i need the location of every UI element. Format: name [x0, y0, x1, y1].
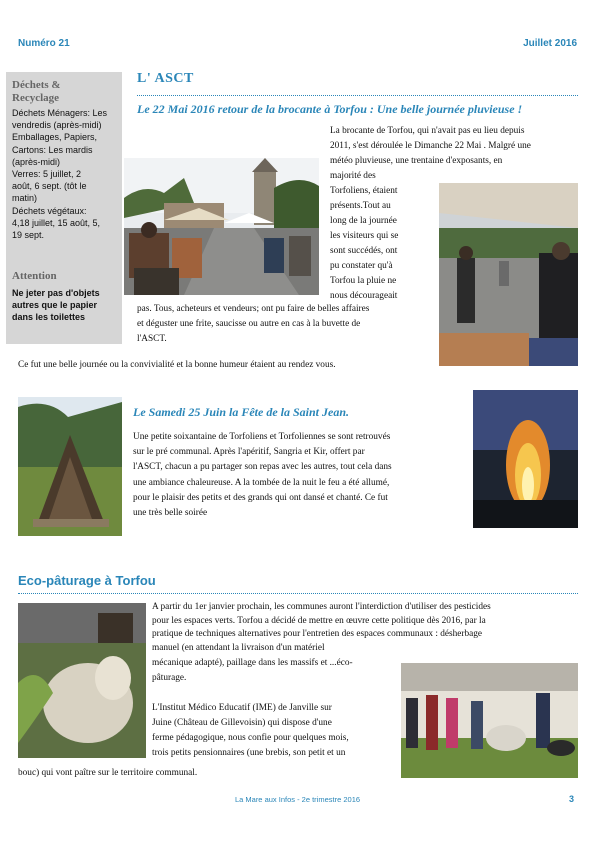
saint-jean-article [133, 430, 392, 521]
text-line: 2011, s'est déroulée le Dimanche 22 Mai . Malgré une [330, 141, 531, 151]
text-line: Déchets végétaux: [12, 205, 87, 216]
bonfire-night-photo [473, 390, 578, 528]
issue-number: Numéro 21 [18, 38, 70, 49]
text-line: l'ASCT, chacun a pu partager son repas avec les autres, tout cela dans [133, 462, 392, 473]
text-line: Une petite soixantaine de Torfoliens et Torfoliennes se sont retrouvés [133, 432, 391, 442]
eco-article-body [152, 641, 353, 761]
text-line: Cartons: Les mardis [12, 144, 93, 155]
sidebar-heading-line1: Déchets & [12, 79, 61, 91]
text-line: 4,18 juillet, 15 août, 5, [12, 217, 101, 228]
sidebar-attention-heading: Attention [12, 270, 57, 282]
eco-article-end: bouc) qui vont paître sur le territoire communal. [18, 768, 198, 778]
text-line: mécanique adapté), paillage dans les massifs et ...éco- [152, 658, 353, 668]
sheep-closeup-photo [18, 603, 146, 758]
footer-publication: La Mare aux Infos - 2e trimestre 2016 [234, 795, 361, 804]
brocante-subtitle: Le 22 Mai 2016 retour de la brocante à Torfou : Une belle journée pluvieuse ! [137, 102, 523, 116]
text-line: pu constater qu'à [330, 261, 393, 271]
sidebar-warning [12, 287, 100, 323]
text-line: (après-midi) [12, 156, 61, 167]
text-line: L'Institut Médico Educatif (IME) de Janville sur [152, 703, 332, 713]
recycling-sidebar [6, 72, 122, 344]
section-title-asct: L' ASCT [137, 71, 194, 86]
text-line: autres que le papier [12, 300, 98, 310]
text-line: sont succédés, ont [330, 246, 398, 256]
section-title-eco: Eco-pâturage à Torfou [18, 573, 156, 588]
page-number: 3 [569, 794, 575, 804]
text-line: l'ASCT. [137, 334, 167, 344]
section-divider [18, 593, 578, 594]
eco-article-intro [152, 601, 491, 642]
brocante-closing: Ce fut une belle journée ou la convivialité et la bonne humeur étaient au rendez vous. [18, 360, 336, 370]
sidebar-schedule [12, 107, 107, 241]
text-line: dans les toilettes [12, 312, 86, 322]
text-line: Emballages, Papiers, [12, 132, 98, 143]
text-line: Torfoliens, étaient [330, 186, 398, 196]
text-line: présents.Tout au [330, 201, 391, 211]
text-line: Ne jeter pas d'objets [12, 288, 100, 298]
text-line: Déchets Ménagers: Les [12, 108, 108, 118]
text-line: pas. Tous, acheteurs et vendeurs; ont pu faire de belles affaires [137, 304, 370, 314]
text-line: La brocante de Torfou, qui n'avait pas eu lieu depuis [330, 126, 525, 136]
text-line: météo pluvieuse, une trentaine d'exposants, en [330, 156, 503, 166]
bonfire-stack-photo [18, 397, 122, 536]
text-line: manuel (en attendant la livraison d'un matériel [152, 643, 325, 653]
text-line: août, 6 sept. (tôt le [12, 181, 87, 192]
brocante-street-photo [124, 158, 319, 295]
children-goats-photo [401, 663, 578, 778]
text-line: sur le pré communal. Après l'apéritif, Sangria et Kir, offert par [133, 447, 365, 458]
text-line: Verres: 5 juillet, 2 [12, 168, 82, 179]
section-divider [137, 95, 578, 96]
text-line: une très belle soirée [133, 507, 208, 518]
text-line: majorité des [330, 171, 376, 181]
issue-date: Juillet 2016 [523, 38, 577, 49]
text-line: nous décourageait [330, 291, 398, 301]
text-line: une ambiance chaleureuse. A la tombée de la nuit le feu a été allumé, [133, 477, 390, 488]
text-line: et déguster une frite, saucisse ou autre en cas à la buvette de [137, 319, 361, 329]
text-line: pour les espaces verts. Torfou a décidé de mettre en œuvre cette politique dès 2016, par la [152, 615, 486, 626]
text-line: trois petits pensionnaires (une brebis, son petit et un [152, 748, 346, 758]
text-line: long de la journée [330, 216, 397, 226]
text-line: pour le plaisir des petits et des grands qui ont dansé et chanté. Ce fut [133, 492, 388, 503]
text-line: les visiteurs qui se [330, 231, 399, 241]
text-line: Torfou la pluie ne [330, 276, 397, 286]
sidebar-heading-line2: Recyclage [12, 92, 60, 104]
saint-jean-subtitle: Le Samedi 25 Juin la Fête de la Saint Jean. [133, 405, 350, 419]
text-line: 19 sept. [12, 229, 45, 240]
text-line: pratique de techniques alternatives pour l'entretien des espaces communaux : désherbage [152, 629, 483, 640]
text-line: Juine (Château de Gillevoisin) qui dispose d'une [152, 718, 332, 728]
text-line: pâturage. [152, 673, 187, 683]
text-line: A partir du 1er janvier prochain, les communes auront l'interdiction d'utiliser des pesticides [152, 602, 491, 612]
text-line: vendredis (après-midi) [12, 120, 102, 131]
text-line: ferme pédagogique, nous confie pour quelques mois, [152, 733, 349, 743]
text-line: matin) [12, 193, 38, 204]
brocante-stand-photo [439, 183, 578, 366]
text-line [152, 686, 353, 701]
